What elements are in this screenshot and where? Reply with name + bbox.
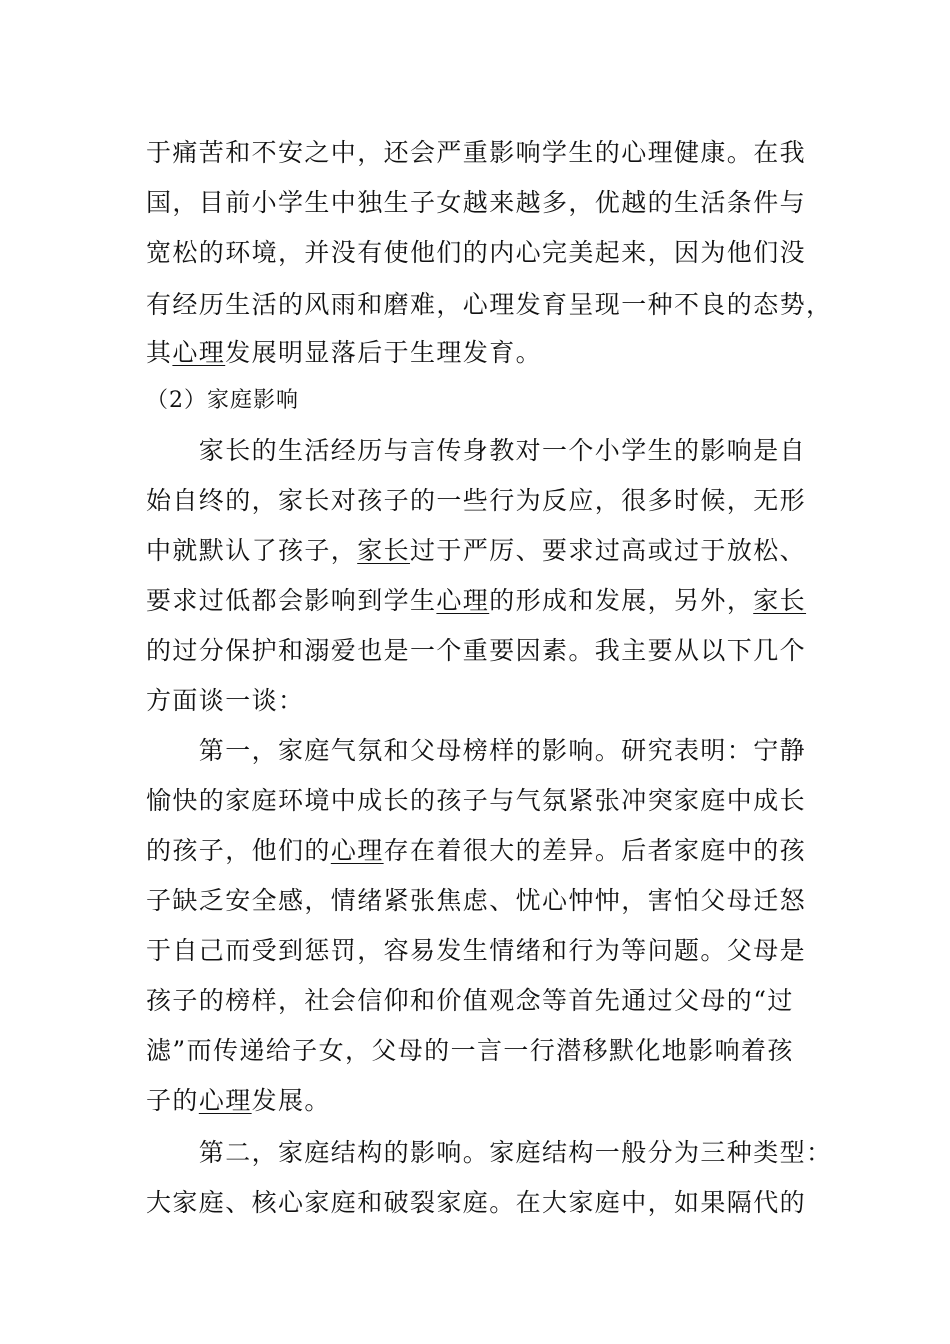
underlined-term: 心理 [198, 1086, 252, 1115]
text-line [146, 1138, 832, 1168]
text-line [146, 686, 304, 716]
text-segment: 第一，家庭气氛和父母榜样的影响。研究表明：宁静 [146, 736, 807, 765]
text-segment: 大家庭、核心家庭和破裂家庭。在大家庭中，如果隔代的 [146, 1188, 807, 1217]
text-segment: 愉快的家庭环境中成长的孩子与气氛紧张冲突家庭中成长 [146, 786, 807, 815]
text-segment: 的过分保护和溺爱也是一个重要因素。我主要从以下几个 [146, 636, 807, 665]
text-segment: 其 [146, 338, 173, 367]
text-segment: 发展。 [251, 1086, 331, 1115]
text-line [146, 1086, 331, 1116]
underlined-term: 家长 [357, 536, 411, 565]
text-segment: 家长的生活经历与言传身教对一个小学生的影响是自 [146, 436, 807, 465]
text-segment: 发展明显落后于生理发育。 [225, 338, 543, 367]
text-segment: 第二，家庭结构的影响。家庭结构一般分为三种类型： [146, 1138, 833, 1167]
text-line [146, 486, 806, 516]
text-segment: 孩子的榜样，社会信仰和价值观念等首先通过父母的“过 [146, 986, 794, 1015]
text-segment: 于自己而受到惩罚，容易发生情绪和行为等问题。父母是 [146, 936, 807, 965]
text-segment: 于痛苦和不安之中，还会严重影响学生的心理健康。在我 [146, 138, 807, 167]
text-line [146, 786, 806, 816]
underlined-term: 心理 [436, 586, 490, 615]
text-line [146, 1188, 806, 1218]
text-line [146, 836, 806, 866]
text-line [146, 536, 806, 566]
underlined-term: 心理 [172, 338, 226, 367]
text-segment: 国，目前小学生中独生子女越来越多，优越的生活条件与 [146, 188, 807, 217]
text-segment: 过于严厉、要求过高或过于放松、 [410, 536, 807, 565]
text-line [146, 238, 806, 268]
text-line [146, 636, 806, 666]
text-line [146, 138, 806, 168]
section-heading [146, 386, 299, 416]
text-line [146, 290, 832, 320]
text-line [146, 436, 806, 466]
text-segment: （2）家庭影响 [146, 388, 299, 413]
text-line [146, 188, 806, 218]
text-segment: 宽松的环境，并没有使他们的内心完美起来，因为他们没 [146, 238, 807, 267]
text-segment: 要求过低都会影响到学生 [146, 586, 437, 615]
text-line [146, 1036, 794, 1066]
text-segment: 有经历生活的风雨和磨难，心理发育呈现一种不良的态势， [146, 290, 833, 319]
text-line [146, 736, 806, 766]
text-segment: 的形成和发展，另外， [489, 586, 754, 615]
text-line [146, 886, 806, 916]
text-segment: 始自终的，家长对孩子的一些行为反应，很多时候，无形 [146, 486, 807, 515]
text-segment: 方面谈一谈： [146, 686, 305, 715]
text-segment: 子缺乏安全感，情绪紧张焦虑、忧心忡忡，害怕父母迁怒 [146, 886, 807, 915]
text-line [146, 986, 794, 1016]
underlined-term: 家长 [753, 586, 807, 615]
text-segment: 中就默认了孩子， [146, 536, 358, 565]
text-segment: 的孩子，他们的 [146, 836, 331, 865]
text-segment: 子的 [146, 1086, 199, 1115]
text-line [146, 936, 806, 966]
text-line [146, 586, 806, 616]
underlined-term: 心理 [330, 836, 384, 865]
text-line [146, 338, 542, 368]
text-segment: 滤”而传递给子女，父母的一言一行潜移默化地影响着孩 [146, 1036, 794, 1065]
text-segment: 存在着很大的差异。后者家庭中的孩 [383, 836, 807, 865]
